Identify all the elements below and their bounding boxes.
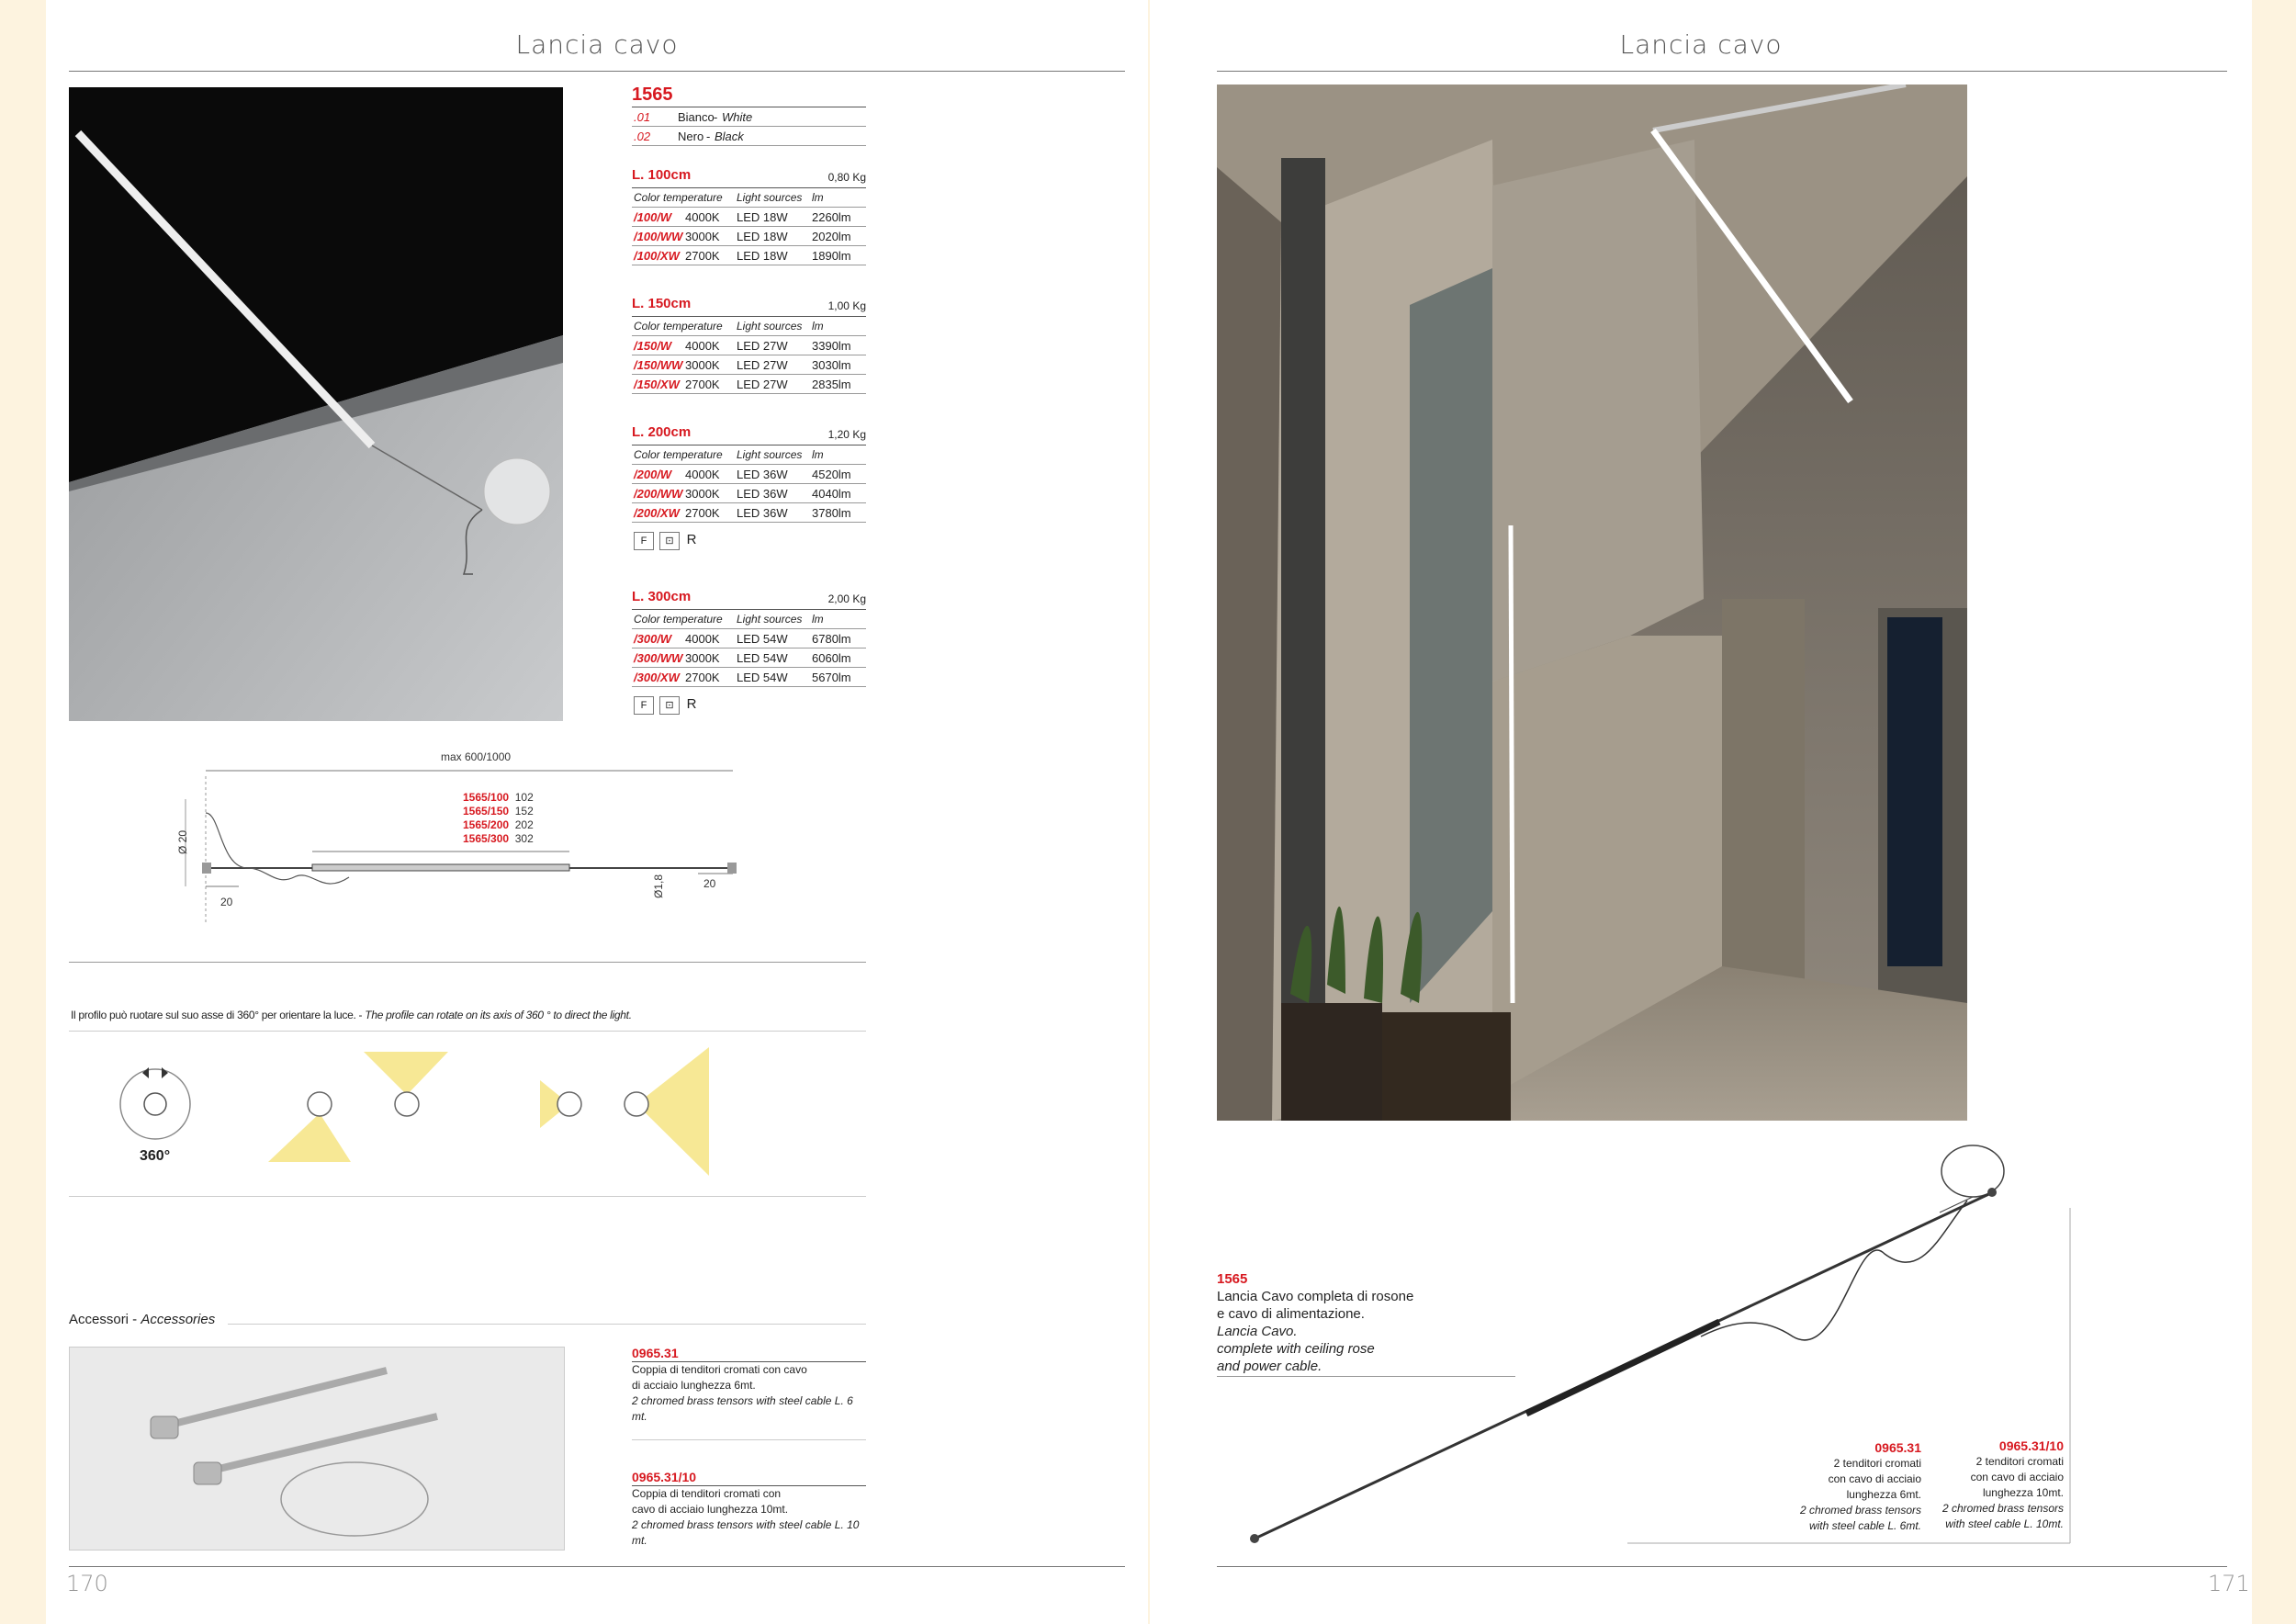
page-number: 170	[66, 1571, 108, 1596]
spec-row: /150/XW 2700K LED 27W 2835lm	[632, 375, 866, 394]
spec-row: /150/W 4000K LED 27W 3390lm	[632, 336, 866, 355]
callout-code: 0965.31/10	[1998, 1438, 2064, 1453]
title-rule	[1217, 71, 2227, 72]
max-length-label: max 600/1000	[441, 750, 512, 763]
rotation-label: 360°	[140, 1148, 171, 1164]
footer-rule	[69, 1566, 1125, 1567]
header-src: Light sources	[737, 191, 803, 204]
spec-section-300: L. 300cm 2,00 Kg Color temperature Light sources lm /300/W 4000K LED 54W 6780lm /300/WW 3000K LED 54W 6060lm /300/XW 2700K LED 54W 5670lm F ⊡ R	[632, 587, 866, 720]
rotation-diagram	[101, 1047, 799, 1194]
spec-row: /100/W 4000K LED 18W 2260lm	[632, 208, 866, 227]
drawing-rule	[69, 962, 866, 963]
accessory-desc: Coppia di tenditori cromati con cavo	[632, 1363, 807, 1376]
page-number: 171	[2208, 1571, 2250, 1596]
section-weight: 1,20 Kg	[827, 428, 866, 441]
section-weight: 2,00 Kg	[827, 592, 866, 605]
section-label: L. 300cm	[632, 589, 692, 604]
product-photo	[69, 87, 563, 721]
diameter-20-label: Ø 20	[176, 829, 190, 855]
desc-it: e cavo di alimentazione.	[1217, 1306, 1365, 1322]
f-mark-icon: F	[634, 532, 654, 550]
product-code: 1565	[632, 85, 673, 105]
dim-right-label: 20	[703, 877, 716, 890]
finish-it: Nero	[678, 130, 704, 143]
spec-row: /150/WW 3000K LED 27W 3030lm	[632, 355, 866, 375]
rotation-note-en: The profile can rotate on its axis of 360 ° to direct the light.	[365, 1009, 632, 1021]
technical-drawing	[129, 749, 790, 932]
accessory-desc: Coppia di tenditori cromati con	[632, 1487, 782, 1500]
left-page-title: Lancia cavo	[515, 29, 679, 60]
finish-en: White	[722, 110, 753, 124]
spec-row: /100/XW 2700K LED 18W 1890lm	[632, 246, 866, 265]
spec-row: /300/XW 2700K LED 54W 5670lm	[632, 668, 866, 687]
section-label: L. 150cm	[632, 296, 692, 311]
finishes-table	[632, 107, 866, 146]
box-mark-icon: ⊡	[659, 696, 680, 715]
finish-en: Black	[715, 130, 744, 143]
certification-marks	[632, 693, 866, 720]
accessories-en: Accessories	[141, 1312, 216, 1327]
finish-row: .02 Nero - Black	[632, 127, 866, 146]
accessory-code: 0965.31	[632, 1346, 866, 1362]
rotation-note-it: Il profilo può ruotare sul suo asse di 360° per orientare la luce. -	[71, 1009, 366, 1021]
desc-en: complete with ceiling rose	[1217, 1341, 1375, 1357]
section-label: L. 100cm	[632, 167, 692, 183]
accessory-desc-en: 2 chromed brass tensors with steel cable L. 10 mt.	[632, 1518, 860, 1547]
product-code: 1565	[1217, 1271, 1248, 1287]
accessory-code: 0965.31/10	[632, 1470, 866, 1486]
right-page	[1150, 0, 2252, 1624]
dim-left-label: 20	[220, 896, 233, 908]
diameter-18-label: Ø1,8	[652, 874, 666, 899]
left-page	[46, 0, 1148, 1624]
header-temp: Color temperature	[634, 191, 723, 204]
section-label: L. 200cm	[632, 424, 692, 440]
box-mark-icon: ⊡	[659, 532, 680, 550]
corridor-photo	[1217, 85, 1967, 1121]
r-mark-icon: R	[686, 696, 697, 712]
finish-row: .01 Bianco - White	[632, 107, 866, 127]
spec-row: /300/WW 3000K LED 54W 6060lm	[632, 648, 866, 668]
desc-en: Lancia Cavo.	[1217, 1324, 1298, 1339]
title-rule	[69, 71, 1125, 72]
callout-0965-31-10: 0965.31/10 2 tenditori cromati con cavo di acciaio lunghezza 10mt. 2 chromed brass tensors with steel cable L. 10mt.	[1935, 1438, 2064, 1532]
header-lm: lm	[812, 191, 824, 204]
spec-row: /100/WW 3000K LED 18W 2020lm	[632, 227, 866, 246]
accessories-photo	[69, 1347, 565, 1551]
callout-0965-31: 0965.31 2 tenditori cromati con cavo di acciaio lunghezza 6mt. 2 chromed brass tensors with steel cable L. 6mt.	[1793, 1440, 1921, 1534]
spec-row: /200/W 4000K LED 36W 4520lm	[632, 465, 866, 484]
finish-it: Bianco	[678, 110, 715, 124]
r-mark-icon: R	[686, 532, 697, 547]
model-list: 1565/100 102 1565/150 152 1565/200 202 1565/300 302	[463, 791, 534, 845]
section-weight: 0,80 Kg	[827, 171, 866, 184]
callout-code: 0965.31	[1874, 1440, 1921, 1455]
f-mark-icon: F	[634, 696, 654, 715]
accessory-item-1	[632, 1346, 866, 1440]
footer-rule	[1217, 1566, 2227, 1567]
finish-code: .01	[634, 110, 651, 124]
desc-it: Lancia Cavo completa di rosone	[1217, 1289, 1414, 1304]
spec-row: /200/WW 3000K LED 36W 4040lm	[632, 484, 866, 503]
accessories-it: Accessori -	[69, 1312, 141, 1327]
accessory-item-2	[632, 1470, 866, 1549]
desc-en: and power cable.	[1217, 1359, 1322, 1374]
accessory-desc: cavo di acciaio lunghezza 10mt.	[632, 1503, 789, 1516]
accessory-desc: di acciaio lunghezza 6mt.	[632, 1379, 756, 1392]
right-page-title: Lancia cavo	[1619, 29, 1783, 60]
finish-code: .02	[634, 130, 651, 143]
spec-section-150: L. 150cm 1,00 Kg Color temperature Light sources lm /150/W 4000K LED 27W 3390lm /150/WW 3000K LED 27W 3030lm /150/XW 2700K LED 27W 2835lm	[632, 294, 866, 394]
spec-row: /300/W 4000K LED 54W 6780lm	[632, 629, 866, 648]
spec-section-200: L. 200cm 1,20 Kg Color temperature Light sources lm /200/W 4000K LED 36W 4520lm /200/WW 3000K LED 36W 4040lm /200/XW 2700K LED 36W 3780lm F ⊡ R	[632, 423, 866, 556]
rotation-note	[71, 1009, 632, 1021]
spec-section-100	[632, 165, 866, 265]
accessory-desc-en: 2 chromed brass tensors with steel cable L. 6 mt.	[632, 1393, 866, 1440]
accessories-heading	[69, 1312, 215, 1327]
section-weight: 1,00 Kg	[827, 299, 866, 312]
spec-row: /200/XW 2700K LED 36W 3780lm	[632, 503, 866, 523]
certification-marks	[632, 528, 866, 556]
